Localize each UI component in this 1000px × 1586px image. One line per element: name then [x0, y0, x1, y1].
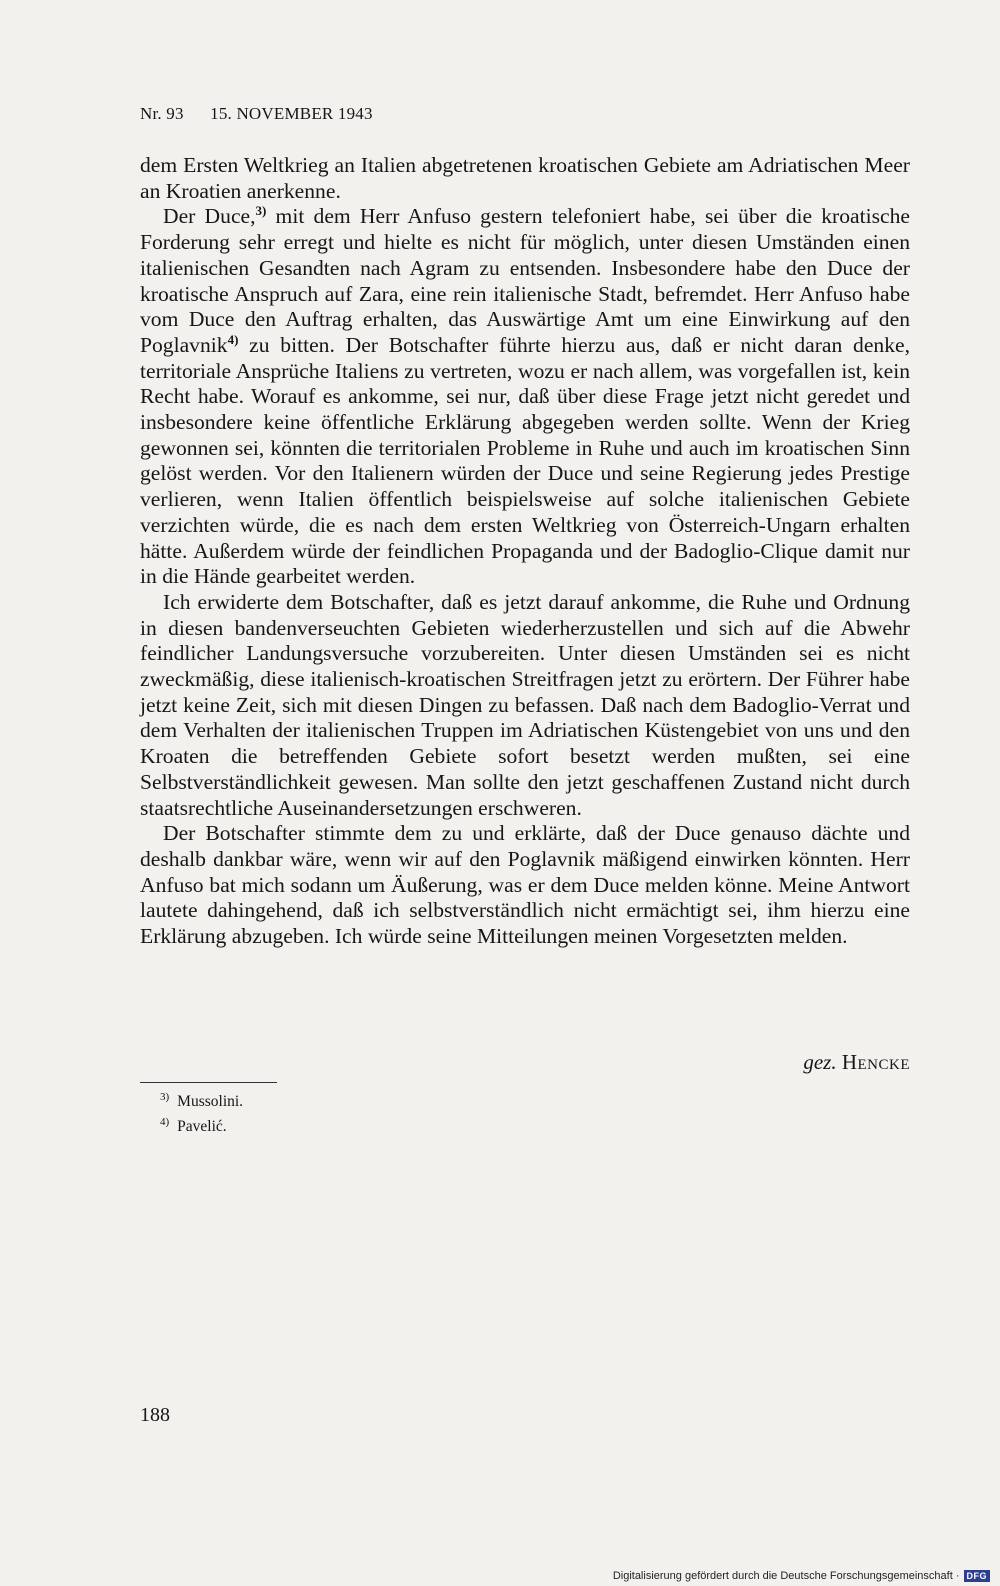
paragraph-4: Der Botschafter stimmte dem zu und erklärte, daß der Duce genauso dächte und deshalb dankbar wäre, wenn wir auf den Poglavnik mäßigend einwirken könnten. Herr Anfuso bat mich sodann um Äußerung, was er dem Duce melden könne. Meine Antwort lautete dahingehend, daß ich selbstverständlich nicht ermächtigt sei, ihm hierzu eine Erklärung abzugeben. Ich würde seine Mitteilungen meinen Vorgesetzten melden. — [140, 821, 910, 949]
digitization-credit — [613, 1570, 990, 1582]
footnote-ref-3: 3) — [255, 203, 267, 219]
footnote-ref-4: 4) — [227, 331, 239, 347]
paragraph-2: Der Duce,$^{3)}$ mit dem Herr Anfuso gestern telefoniert habe, sei über die kroatische Forderung sehr erregt und hielte es nicht für möglich, unter diesen Umständen einen italienischen Gesandten nach Agram zu entsenden. Insbesondere habe den Duce der kroatische Anspruch auf Zara, eine rein italienische Stadt, befremdet. Herr Anfuso habe vom Duce den Auftrag erhalten, das Auswärtige Amt um eine Einwirkung auf den Poglavnik$^{4)}$ zu bitten. Der Botschafter führte hierzu aus, daß er nicht daran denke, territoriale Ansprüche Italiens zu vertreten, wozu er nach allem, was vorgefallen ist, kein Recht habe. Worauf es ankomme, sei nur, daß über diese Frage jetzt nicht geredet und insbesondere keine öffentliche Erklärung abgegeben werden sollte. Wenn der Krieg gewonnen sei, könnten die territorialen Probleme in Ruhe und auch im kroatischen Sinn gelöst werden. Vor den Italienern würden der Duce und seine Regierung jedes Prestige verlieren, wenn Italien öffentlich beispielsweise auf solche italienischen Gebiete verzichten würde, die es nach dem ersten Weltkrieg von Österreich-Ungarn erhalten hätte. Außerdem würde der feindlichen Propaganda und der Badoglio-Clique damit nur in die Hände gearbeitet werden. — [140, 203, 910, 589]
dfg-logo: DFG — [964, 1570, 991, 1582]
digitization-credit-text: Digitalisierung gefördert durch die Deutsche Forschungsgemeinschaft · — [612, 1570, 960, 1582]
signature-prefix: gez. — [803, 1050, 837, 1074]
paragraph-1: dem Ersten Weltkrieg an Italien abgetretenen kroatischen Gebiete am Adriatischen Meer an Kroatien anerkenne. — [140, 153, 910, 203]
document-date: 15. NOVEMBER 1943 — [210, 104, 373, 123]
footnotes — [160, 1087, 243, 1137]
signature — [803, 1050, 910, 1075]
paragraph-3: Ich erwiderte dem Botschafter, daß es jetzt darauf ankomme, die Ruhe und Ordnung in diesen bandenverseuchten Gebieten wiederherzustellen und sich auf die Abwehr feindlicher Landungsversuche vorzubereiten. Unter diesen Umständen sei es nicht zweckmäßig, diese italienisch-kroatischen Streitfragen jetzt zu erörtern. Der Führer habe jetzt keine Zeit, sich mit diesen Dingen zu befassen. Daß nach dem Badoglio-Verrat und dem Verhalten der italienischen Truppen im Adriatischen Küstengebiet von uns und den Kroaten die betreffenden Gebiete sofort besetzt werden mußten, sei eine Selbstverständlichkeit gewesen. Man sollte den jetzt geschaffenen Zustand nicht durch staatsrechtliche Auseinandersetzungen erschweren. — [140, 589, 910, 820]
footnote-divider — [140, 1082, 277, 1083]
bleed-through-area — [130, 1150, 930, 1380]
footnote-3: $^{3)}$ Mussolini. — [160, 1091, 244, 1111]
page-header — [140, 104, 373, 124]
document-number: Nr. 93 — [140, 104, 184, 123]
body-text — [140, 153, 910, 950]
signature-name: Hencke — [841, 1050, 910, 1074]
footnote-4: $^{4)}$ Pavelić. — [160, 1116, 227, 1136]
page-number: 188 — [140, 1404, 170, 1426]
